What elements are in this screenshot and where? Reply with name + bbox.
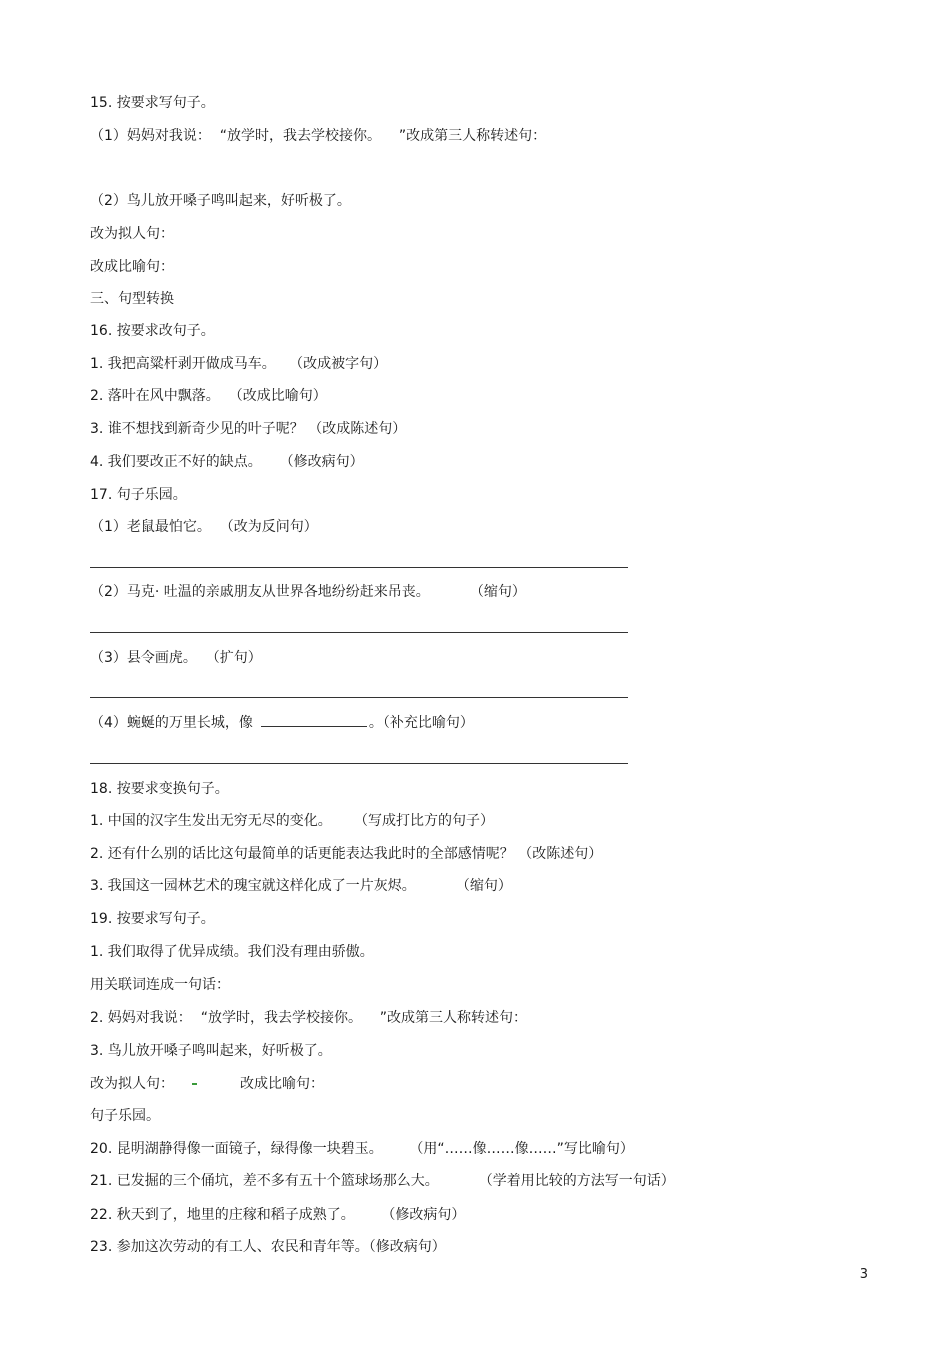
conjunction-prompt: 用关联词连成一句话： [90, 977, 230, 993]
question-19-item-1: 1. 我们取得了优异成绩。我们没有理由骄傲。 [90, 944, 374, 960]
question-16-item-3: 3. 谁不想找到新奇少见的叶子呢？ （改成陈述句） [90, 421, 407, 437]
question-15-item-1: （1）妈妈对我说： “放学时，我去学校接你。 ”改成第三人称转述句： [90, 128, 547, 144]
green-mark [192, 1083, 197, 1085]
answer-line-3 [90, 697, 628, 698]
question-17-item-3: （3）县令画虎。 （扩句） [90, 650, 262, 666]
question-16-title: 16. 按要求改句子。 [90, 323, 215, 339]
question-17-item-2: （2）马克· 吐温的亲戚朋友从世界各地纷纷赶来吊丧。 （缩句） [90, 584, 526, 600]
question-15-title: 15. 按要求写句子。 [90, 95, 215, 111]
fill-in-blank [261, 714, 367, 727]
answer-line-4 [90, 763, 628, 764]
question-16-item-4: 4. 我们要改正不好的缺点。 （修改病句） [90, 454, 364, 470]
page-number: 3 [859, 1267, 868, 1282]
question-16-item-2: 2. 落叶在风中飘落。 （改成比喻句） [90, 388, 327, 404]
question-23: 23. 参加这次劳动的有工人、农民和青年等。（修改病句） [90, 1239, 446, 1255]
personification-prompt-2: 改为拟人句： [90, 1076, 174, 1092]
answer-line-1 [90, 567, 628, 568]
section-heading: 三、句型转换 [90, 291, 174, 307]
question-22: 22. 秋天到了，地里的庄稼和稻子成熟了。 （修改病句） [90, 1207, 466, 1223]
question-19-item-3: 3. 鸟儿放开嗓子鸣叫起来，好听极了。 [90, 1043, 332, 1059]
sentence-garden-heading: 句子乐园。 [90, 1108, 160, 1124]
metaphor-prompt: 改成比喻句： [90, 259, 174, 275]
answer-line-2 [90, 632, 628, 633]
question-18-item-3: 3. 我国这一园林艺术的瑰宝就这样化成了一片灰烬。 （缩句） [90, 878, 512, 894]
question-15-item-2: （2）鸟儿放开嗓子鸣叫起来，好听极了。 [90, 193, 351, 209]
question-18-title: 18. 按要求变换句子。 [90, 781, 229, 797]
personification-prompt: 改为拟人句： [90, 226, 174, 242]
question-19-item-2: 2. 妈妈对我说： “放学时，我去学校接你。 ”改成第三人称转述句： [90, 1010, 528, 1026]
question-16-item-1: 1. 我把高粱杆剥开做成马车。 （改成被字句） [90, 356, 388, 372]
question-19-title: 19. 按要求写句子。 [90, 911, 215, 927]
question-17-item-1: （1）老鼠最怕它。 （改为反问句） [90, 519, 318, 535]
question-21: 21. 已发掘的三个俑坑，差不多有五十个篮球场那么大。 （学着用比较的方法写一句话） [90, 1173, 675, 1189]
question-18-item-1: 1. 中国的汉字生发出无穷无尽的变化。 （写成打比方的句子） [90, 813, 495, 829]
question-17-item-4-lead: （4）蜿蜒的万里长城，像 [90, 715, 253, 731]
question-17-item-4-tail: 。（补充比喻句） [368, 715, 474, 731]
question-17-title: 17. 句子乐园。 [90, 487, 187, 503]
question-17-item-4 [90, 714, 474, 732]
metaphor-prompt-2: 改成比喻句： [240, 1076, 324, 1092]
question-20: 20. 昆明湖静得像一面镜子，绿得像一块碧玉。 （用“……像……像……”写比喻句） [90, 1141, 634, 1157]
question-18-item-2: 2. 还有什么别的话比这句最简单的话更能表达我此时的全部感情呢？ （改陈述句） [90, 846, 603, 862]
